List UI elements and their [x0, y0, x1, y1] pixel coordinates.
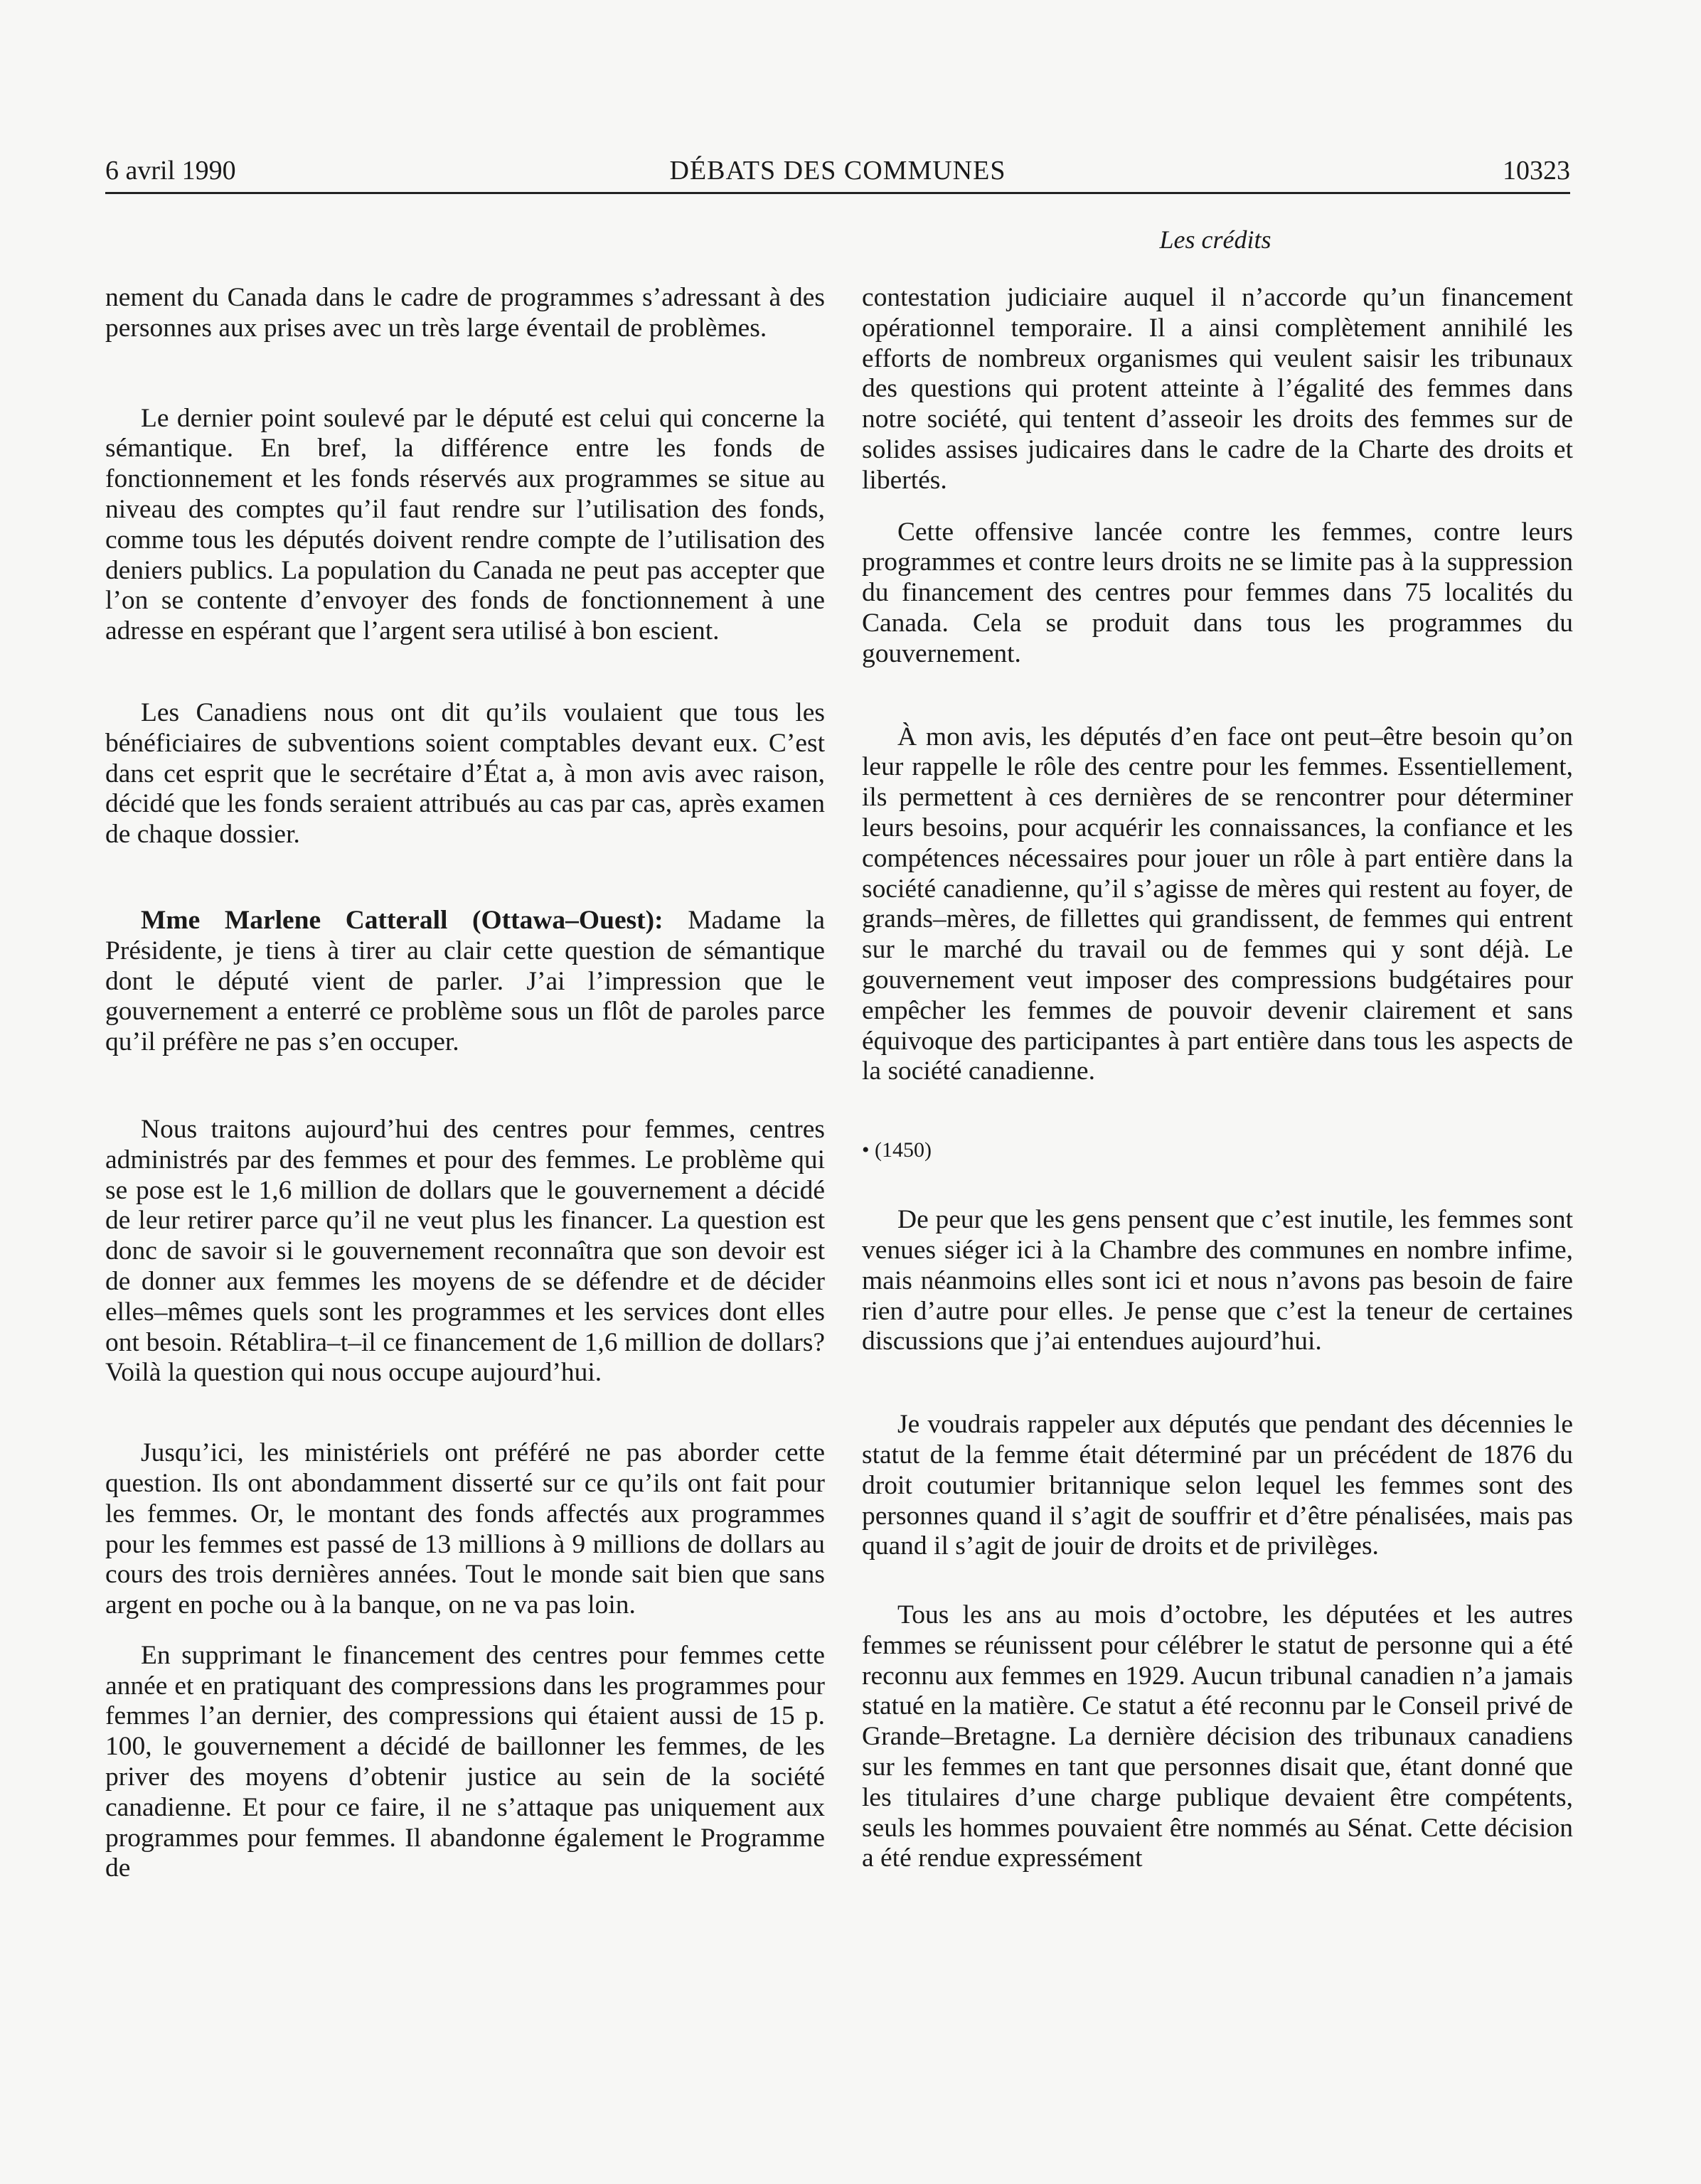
- paragraph: Le dernier point soulevé par le député est celui qui concerne la sémantique. En bref, la différence entre les fonds de fonctionnement et les fonds réservés aux programmes se situe au niveau des comptes qu’il faut rendre sur l’utilisation des fonds, comme tous les députés doivent rendre compte de l’utilisation des deniers publics. La population du Canada ne peut pas accepter que l’on se contente d’envoyer des fonds de fonctionnement à une adresse en espérant que l’argent sera utilisé à bon escient.: [105, 403, 825, 646]
- paragraph: Tous les ans au mois d’octobre, les députées et les autres femmes se réunissent pour célébrer le statut de personne qui a été reconnu aux femmes en 1929. Aucun tribunal canadien n’a jamais statué en la matière. Ce statut a été reconnu par le Conseil privé de Grande–Bretagne. La dernière décision des tribunaux canadiens sur les femmes en tant que personnes disait que, étant donné que les titulaires d’une charge publique devaient être compétents, seuls les hommes pouvaient être nommés au Sénat. Cette décision a été rendue expressément: [862, 1600, 1573, 1873]
- right-column: [862, 283, 1573, 1874]
- page-header: [105, 151, 1570, 191]
- paragraph: En supprimant le financement des centres pour femmes cette année et en pratiquant des compressions dans les programmes pour femmes l’an dernier, des compressions qui étaient aussi de 15 p. 100, le gouvernement a décidé de baillonner les femmes, de les priver des moyens d’obtenir justice au sein de la société canadienne. Et pour ce faire, il ne s’attaque pas uniquement aux programmes pour femmes. Il abandonne également le Programme de: [105, 1640, 825, 1883]
- header-date: 6 avril 1990: [105, 156, 236, 186]
- paragraph: De peur que les gens pensent que c’est inutile, les femmes sont venues siéger ici à la Chambre des communes en nombre infime, mais néanmoins elles sont ici et nous n’avons pas besoin de faire rien d’autre pour elles. Je pense que c’est la teneur de certaines discussions que j’ai entendues aujourd’hui.: [862, 1205, 1573, 1356]
- speaker-text: Madame la Présidente, je tiens à tirer au clair cette question de sémantique dont le député vient de parler. J’ai l’impression que le gouvernement a enterré ce problème sous un flôt de paroles parce qu’il préfère ne pas s’en occuper.: [105, 905, 825, 1057]
- paragraph: Les Canadiens nous ont dit qu’ils voulaient que tous les bénéficiaires de subventions soient comptables devant eux. C’est dans cet esprit que le secrétaire d’État a, à mon avis avec raison, décidé que les fonds seraient attribués au cas par cas, après examen de chaque dossier.: [105, 697, 825, 850]
- speaker-paragraph: [105, 906, 825, 1058]
- paragraph: Nous traitons aujourd’hui des centres pour femmes, centres administrés par des femmes et pour des femmes. Le problème qui se pose est le 1,6 million de dollars que le gouvernement a décidé de leur retirer parce qu’il ne veut plus les financer. La question est donc de savoir si le gouvernement reconnaîtra que son devoir est de donner aux femmes les moyens de se défendre et de décider elles–mêmes quels sont les programmes et les services dont elles ont besoin. Rétablira–t–il ce financement de 1,6 million de dollars? Voilà la question qui nous occupe aujourd’hui.: [105, 1114, 825, 1388]
- paragraph: À mon avis, les députés d’en face ont peut–être besoin qu’on leur rappelle le rôle des centre pour les femmes. Essentiellement, ils permettent à ces dernières de se rencontrer pour déterminer leurs besoins, pour acquérir les connaissances, la confiance et les compétences nécessaires pour jouer un rôle à part entière dans la société canadienne, qu’il s’agisse de mères qui restent au foyer, de grands–mères, de fillettes qui grandissent, de femmes qui entrent sur le marché du travail ou de femmes qui y sont déjà. Le gouvernement veut imposer des compressions budgétaires pour empêcher les femmes de pouvoir devenir clairement et sans équivoque des participantes à part entière dans tous les aspects de la société canadienne.: [862, 722, 1573, 1086]
- paragraph: nement du Canada dans le cadre de programmes s’adressant à des personnes aux prises avec un très large éventail de problèmes.: [105, 283, 825, 343]
- paragraph: contestation judiciaire auquel il n’accorde qu’un financement opérationnel temporaire. Il a ainsi complètement annihilé les efforts de nombreux organismes qui veulent saisir les tribunaux des questions qui protent atteinte à l’égalité des femmes dans notre société, qui tentent d’asseoir les droits des femmes sur de solides assises judicaires dans le cadre de la Charte des droits et libertés.: [862, 283, 1573, 495]
- header-rule: [105, 192, 1570, 194]
- section-label: Les crédits: [1159, 225, 1271, 254]
- bullet-icon: •: [862, 1138, 870, 1162]
- paragraph: Je voudrais rappeler aux députés que pendant des décennies le statut de la femme était déterminé par un précédent de 1876 du droit coutumier britannique selon lequel les femmes sont des personnes quand il s’agit de souffrir et d’être pénalisées, mais pas quand il s’agit de jouir de droits et de privilèges.: [862, 1410, 1573, 1561]
- speaker-name: Mme Marlene Catterall (Ottawa–Ouest):: [141, 905, 663, 935]
- left-column: [105, 283, 825, 1884]
- paragraph: Jusqu’ici, les ministériels ont préféré ne pas aborder cette question. Ils ont abondamment disserté sur ce qu’ils ont fait pour les femmes. Or, le montant des fonds affectés aux programmes pour les femmes est passé de 13 millions à 9 millions de dollars au cours des trois dernières années. Tout le monde sait bien que sans argent en poche ou à la banque, on ne va pas loin.: [105, 1438, 825, 1620]
- page-number: 10323: [1503, 156, 1570, 186]
- time-marker: [862, 1135, 1573, 1165]
- time-stamp: (1450): [875, 1138, 932, 1162]
- paragraph: Cette offensive lancée contre les femmes, contre leurs programmes et contre leurs droits ne se limite pas à la suppression du financement des centres pour femmes dans 75 localités du Canada. Cela se produit dans tous les programmes du gouvernement.: [862, 517, 1573, 668]
- header-title: DÉBATS DES COMMUNES: [669, 156, 1006, 186]
